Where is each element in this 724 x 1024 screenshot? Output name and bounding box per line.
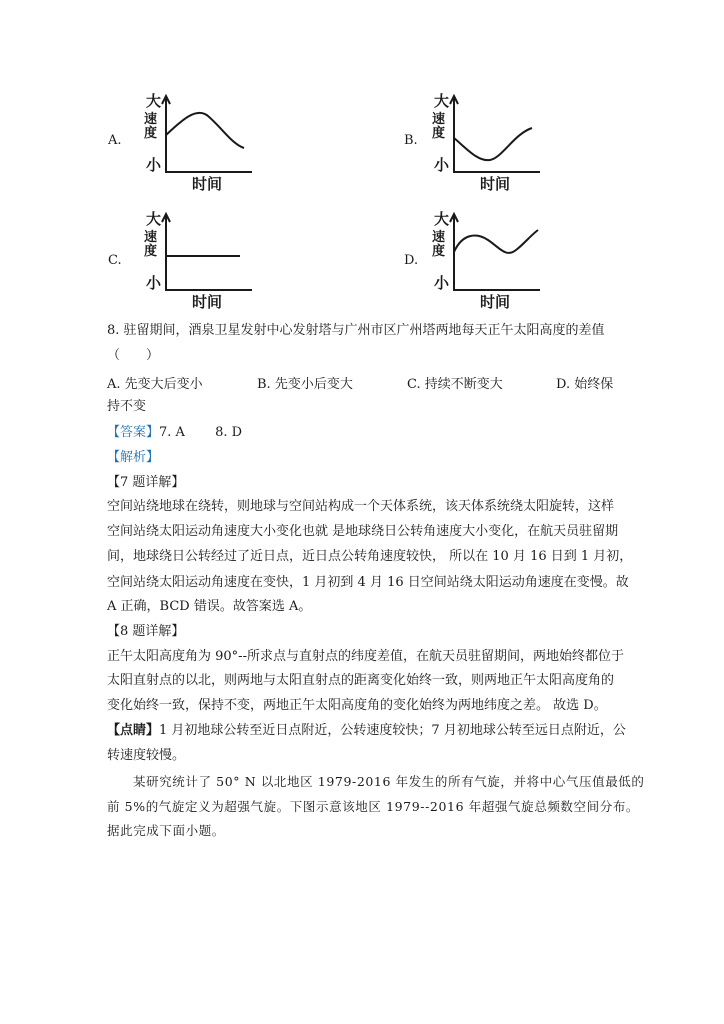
q8-option-d-continued: 持不变 <box>107 399 147 414</box>
x-axis-title: 时间 <box>480 293 511 311</box>
speed-curve <box>454 128 532 160</box>
answer-line <box>107 424 242 442</box>
axes <box>454 98 540 172</box>
q8-option-a: A. 先变大后变小 <box>107 377 203 392</box>
y-min-label: 小 <box>434 156 450 174</box>
x-axis-title: 时间 <box>192 293 223 311</box>
q7-detail-line: A 正确，BCD 错误。故答案选 A。 <box>107 599 312 614</box>
passage-line: 某研究统计了 50° N 以北地区 1979-2016 年发生的所有气旋，并将中心气压值最低的 <box>133 774 645 789</box>
y-axis-title <box>432 111 445 141</box>
y-max-label: 大 <box>434 210 450 228</box>
q8-stem: 8. 驻留期间，酒泉卫星发射中心发射塔与广州市区广州塔两地每天正午太阳高度的差值 <box>107 323 605 338</box>
svg-text:速度: 速度 <box>432 112 446 141</box>
axes <box>166 98 252 172</box>
q8-detail-label: 【8 题详解】 <box>107 624 185 639</box>
q7-detail-line: 空间站绕太阳运动角速度在变快，1 月初到 4 月 16 日空间站绕太阳运动角速度在变慢。故 <box>107 575 629 590</box>
svg-text:速度: 速度 <box>432 230 446 259</box>
q8-option-b: B. 先变小后变大 <box>257 377 353 392</box>
q7-detail-line: 空间站绕地球在绕转，则地球与空间站构成一个天体系统，该天体系统绕太阳旋转，这样 <box>107 499 615 514</box>
q8-option-c: C. 持续不断变大 <box>407 377 503 392</box>
svg-text:速度: 速度 <box>144 230 158 259</box>
answer-text: 7. A 8. D <box>159 425 243 440</box>
y-max-label: 大 <box>146 210 162 228</box>
axes <box>166 216 252 290</box>
x-axis-title: 时间 <box>480 175 511 193</box>
q8-detail-line: 太阳直射点的以北，则两地与太阳直射点的距离变化始终一致，则两地正午太阳高度角的 <box>107 673 615 688</box>
speed-time-graph-d <box>428 206 548 311</box>
tip-label: 【点睛】 <box>107 723 160 738</box>
svg-text:速度: 速度 <box>144 112 158 141</box>
speed-time-graph-c <box>140 206 260 311</box>
passage-line: 据此完成下面小题。 <box>107 823 225 838</box>
y-axis-title <box>144 229 157 259</box>
tip-line <box>107 722 626 740</box>
y-min-label: 小 <box>434 274 450 292</box>
axes <box>454 216 540 290</box>
passage-line: 前 5%的气旋定义为超强气旋。下图示意该地区 1979--2016 年超强气旋总频数空间分布。 <box>107 799 640 814</box>
option-a-letter: A. <box>108 133 122 148</box>
q8-option-d: D. 始终保 <box>556 377 614 392</box>
speed-time-graph-a <box>140 88 260 193</box>
y-max-label: 大 <box>146 92 162 110</box>
answer-label: 【答案】 <box>107 425 160 440</box>
q8-detail-line: 正午太阳高度角为 90°--所求点与直射点的纬度差值，在航天员驻留期间，两地始终都位于 <box>107 649 624 664</box>
q7-detail-line: 间，地球绕日公转经过了近日点，近日点公转角速度较快， 所以在 10 月 16 日到 1 月初， <box>107 549 633 564</box>
speed-time-graph-b <box>428 88 548 193</box>
q7-detail-label: 【7 题详解】 <box>107 475 185 490</box>
y-axis-title <box>144 111 157 141</box>
speed-curve <box>166 113 244 148</box>
y-axis-title <box>432 229 445 259</box>
q7-detail-line: 空间站绕太阳运动角速度大小变化也就 是地球绕日公转角速度大小变化，在航天员驻留期 <box>107 524 619 539</box>
q8-paren: （ ） <box>107 348 160 363</box>
speed-curve <box>454 230 538 253</box>
tip-text: 1 月初地球公转至近日点附近，公转速度较快；7 月初地球公转至远日点附近，公 <box>159 723 626 738</box>
tip-line-2: 转速度较慢。 <box>107 748 186 763</box>
y-min-label: 小 <box>146 274 162 292</box>
y-max-label: 大 <box>434 92 450 110</box>
x-axis-title: 时间 <box>192 175 223 193</box>
q8-detail-line: 变化始终一致，保持不变，两地正午太阳高度角的变化始终为两地纬度之差。 故选 D。 <box>107 698 607 713</box>
option-d-letter: D. <box>404 253 419 268</box>
y-min-label: 小 <box>146 156 162 174</box>
option-b-letter: B. <box>404 133 418 148</box>
option-c-letter: C. <box>108 253 122 268</box>
analysis-label: 【解析】 <box>107 450 160 465</box>
